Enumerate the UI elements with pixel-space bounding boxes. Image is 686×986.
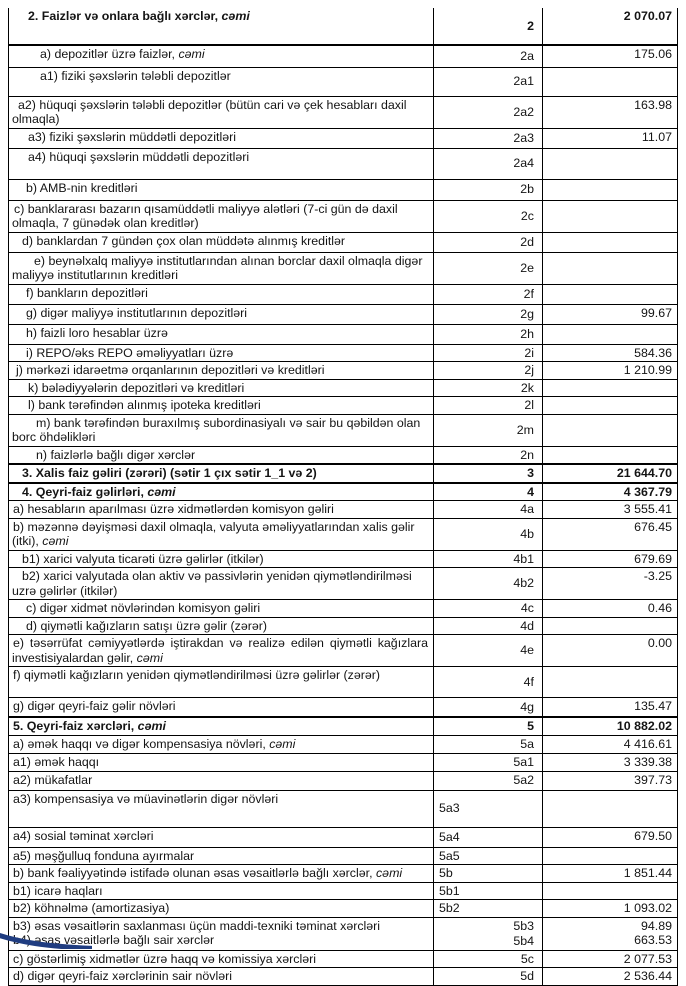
description-text: b) bank fəaliyyətində istifadə olunan əsas vəsaitlərlə bağlı xərclər, cəmi [13,866,403,880]
row-value [543,67,678,96]
code-text: 2a1 [513,74,534,89]
row-code [434,600,543,618]
code-text: 2 [527,18,534,33]
row-description [9,950,434,968]
description-text: g) digər maliyyə institutlarının depozitləri [26,305,248,320]
row-description [9,771,434,790]
row-value [543,635,678,667]
value-text: 2 077.53 [623,951,672,966]
row-code [434,882,543,900]
value-text: 4 416.61 [623,737,672,751]
table-row [9,200,678,232]
row-code [434,284,543,304]
row-value [543,8,678,45]
row-description [9,667,434,698]
value-text: 11.07 [641,129,672,144]
row-description [9,414,434,446]
code-text: 2a [520,49,534,63]
value-text: 3 555.41 [623,502,672,516]
table-row [9,362,678,380]
row-description [9,518,434,550]
value-text: 99.67 [640,305,672,320]
row-value [543,414,678,446]
code-text: 2e [520,260,534,275]
code-text: 5b [439,866,453,880]
table-row [9,865,678,883]
table-row [9,518,678,550]
description-text: l) bank tərəfindən alınmış ipoteka kreditləri [28,398,261,412]
value-text: 3 339.38 [623,754,672,769]
row-value [543,950,678,968]
row-code [434,917,543,950]
code-text: 5a5 [439,848,460,863]
table-row [9,148,678,179]
row-code [434,362,543,380]
table-row [9,324,678,344]
table-row [9,96,678,128]
code-text: 5a [520,737,534,751]
value-text: 94.89 [640,918,672,933]
decorative-swoosh [0,933,92,949]
code-text: 4e [520,643,534,658]
row-code [434,771,543,790]
description-text: b) AMB-nin kreditləri [26,180,138,195]
code-text: 4d [520,618,534,633]
code-text: 4 [527,484,534,499]
row-description [9,464,434,483]
swoosh-curve [0,934,92,949]
code-text: 5a4 [439,829,460,844]
row-description [9,790,434,827]
description-text: a2) hüquqi şəxslərin tələbli depozitlər (bütün cari və çek hesabları daxil olmaqla) [12,97,407,126]
table-row [9,950,678,968]
row-description [9,379,434,397]
row-description [9,304,434,324]
row-description [9,344,434,362]
description-text: c) banklararası bazarın qısamüddətli maliyyə alətləri (7-ci gün də daxil olmaqla, 7 günədək olan kreditlər) [12,201,398,230]
code-text: 5b4 [513,933,534,948]
description-text: a4) sosial təminat xərcləri [13,828,154,843]
row-value [543,698,678,717]
table-row [9,8,678,45]
table-row [9,617,678,635]
code-text: 4b1 [513,551,534,566]
description-text: c) göstərlimiş xidmətlər üzrə haqq və komissiya xərcləri [13,951,316,966]
table-row [9,128,678,148]
table-row [9,771,678,790]
row-description [9,148,434,179]
row-value [543,344,678,362]
table-row [9,304,678,324]
table-row [9,790,678,827]
row-value [543,847,678,865]
code-text: 4b2 [513,576,534,591]
row-value [543,252,678,284]
code-text: 2a4 [513,156,534,171]
row-code [434,8,543,45]
row-description [9,362,434,380]
row-value [543,717,678,736]
description-text: a1) əmək haqqı [13,754,100,769]
code-text: 5 [527,719,534,733]
row-code [434,753,543,771]
row-code [434,252,543,284]
row-code [434,865,543,883]
description-text: j) mərkəzi idarəetmə orqanlarının depozitləri və kreditləri [16,363,325,377]
row-code [434,45,543,67]
row-value [543,568,678,600]
description-text: a1) fiziki şəxslərin tələbli depozitlər [40,68,231,83]
code-text: 4f [523,674,534,689]
row-description [9,324,434,344]
value-text: 163.98 [634,97,672,112]
description-text: e) beynəlxalq maliyyə institutlarından alınan borclar daxil olmaqla digər maliyyə institutlarının kreditləri [12,253,423,282]
code-text: 5b2 [439,901,460,915]
row-description [9,882,434,900]
row-code [434,900,543,918]
row-value [543,324,678,344]
table-row [9,179,678,200]
row-code [434,397,543,415]
description-text: h) faizli loro hesablar üzrə [26,325,168,340]
description-text: 4. Qeyri-faiz gəlirləri, cəmi [22,484,176,499]
code-text: 2a3 [513,130,534,145]
row-value [543,790,678,827]
row-description [9,550,434,568]
row-description [9,827,434,847]
table-row [9,827,678,847]
table-body [9,8,678,986]
value-text: 663.53 [634,933,672,947]
row-value [543,900,678,918]
table-row [9,736,678,754]
row-description [9,67,434,96]
row-value [543,304,678,324]
value-text: 0.46 [647,601,672,615]
description-text: b4) əsas vəsaitlərlə bağlı sair xərclər [13,933,215,947]
description-text: d) banklardan 7 gündən çox olan müddətə alınmış kreditlər [22,233,346,248]
value-text: 10 882.02 [616,718,672,733]
row-code [434,67,543,96]
row-description [9,568,434,600]
code-text: 5a3 [439,801,460,816]
value-text: 0.00 [647,636,672,650]
value-text: 676.45 [634,519,672,534]
table-row [9,284,678,304]
code-text: 3 [527,466,534,480]
description-text: a2) mükafatlar [13,772,93,787]
row-value [543,667,678,698]
code-text: 4g [520,699,534,714]
row-description [9,284,434,304]
row-value [543,45,678,67]
code-text: 2c [520,208,534,223]
row-value [543,96,678,128]
code-text: 5d [520,969,534,984]
row-description [9,968,434,986]
description-text: b3) əsas vəsaitlərin saxlanması üçün maddi-texniki təminat xərcləri [13,918,381,933]
description-text: a) depozitlər üzrə faizlər, cəmi [40,47,205,61]
code-text: 2d [520,234,534,249]
table-row [9,446,678,464]
value-text: 584.36 [634,345,672,360]
code-text: 5c [520,951,534,966]
row-description [9,8,434,45]
row-code [434,128,543,148]
row-code [434,635,543,667]
row-description [9,900,434,918]
row-code [434,667,543,698]
row-code [434,736,543,754]
value-text: 135.47 [634,699,672,713]
table-row [9,379,678,397]
row-code [434,414,543,446]
value-text: 4 367.79 [623,484,672,499]
row-code [434,827,543,847]
row-code [434,550,543,568]
table-row [9,344,678,362]
table-row [9,67,678,96]
table-row [9,968,678,986]
row-code [434,304,543,324]
row-description [9,501,434,519]
row-value [543,397,678,415]
row-description [9,96,434,128]
row-value [543,968,678,986]
row-value [543,753,678,771]
table-row [9,667,678,698]
row-description [9,736,434,754]
row-code [434,518,543,550]
value-text: 175.06 [634,47,672,61]
row-code [434,717,543,736]
row-value [543,148,678,179]
code-text: 2n [520,447,534,462]
row-value [543,446,678,464]
row-description [9,232,434,252]
row-value [543,362,678,380]
description-text: i) REPO/əks REPO əməliyyatları üzrə [26,345,234,360]
row-value [543,736,678,754]
row-value [543,518,678,550]
row-code [434,464,543,483]
row-value [543,917,678,950]
row-value [543,600,678,618]
table-row [9,414,678,446]
row-description [9,200,434,232]
description-text: g) digər qeyri-faiz gəlir növləri [13,699,176,713]
row-code [434,483,543,501]
row-code [434,617,543,635]
row-value [543,464,678,483]
row-description [9,753,434,771]
description-text: a5) məşğulluq fonduna ayırmalar [13,848,195,863]
row-code [434,324,543,344]
row-code [434,446,543,464]
description-text: a) əmək haqqı və digər kompensasiya növləri, cəmi [13,737,296,751]
value-text: 397.73 [634,772,672,787]
row-description [9,179,434,200]
row-description [9,397,434,415]
row-description [9,698,434,717]
description-text: b2) köhnəlmə (amortizasiya) [13,901,170,915]
row-description [9,128,434,148]
value-text: 2 070.07 [623,9,672,23]
row-description [9,717,434,736]
description-text: 3. Xalis faiz gəliri (zərəri) (sətir 1 çıx sətir 1_1 və 2) [22,466,317,480]
table-row [9,600,678,618]
code-text: 2j [524,363,534,377]
row-code [434,847,543,865]
row-description [9,600,434,618]
description-text: b1) xarici valyuta ticarəti üzrə gəlirlər (itkilər) [22,551,264,566]
row-value [543,232,678,252]
description-text: c) digər xidmət növlərindən komisyon gəliri [26,601,261,615]
row-code [434,698,543,717]
description-text: b) məzənnə dəyişməsi daxil olmaqla, valyuta əməliyyatlarından xalis gəlir (itki), cəmi [12,519,415,548]
row-description [9,483,434,501]
value-text: 1 851.44 [623,866,672,880]
table-row [9,397,678,415]
row-value [543,200,678,232]
code-text: 2f [523,286,534,301]
code-text: 2g [520,306,534,321]
row-code [434,950,543,968]
description-text: a4) hüquqi şəxslərin müddətli depozitləri [28,149,250,164]
row-value [543,501,678,519]
description-text: b1) icarə haqları [13,883,103,898]
row-code [434,179,543,200]
row-code [434,96,543,128]
table-row [9,483,678,501]
code-text: 2k [520,380,534,395]
financial-expenses-table [8,8,678,986]
row-value [543,550,678,568]
row-value [543,284,678,304]
code-text: 5b1 [439,883,460,898]
description-text: n) faizlərlə bağlı digər xərclər [36,447,196,462]
row-code [434,148,543,179]
description-text: d) digər qeyri-faiz xərclərinin sair növləri [13,969,232,983]
row-value [543,617,678,635]
row-description [9,617,434,635]
description-text: 5. Qeyri-faiz xərcləri, cəmi [13,718,166,733]
code-text: 4c [520,601,534,615]
table-row [9,45,678,67]
table-row [9,882,678,900]
value-text: 679.50 [634,828,672,843]
description-text: d) qiymətli kağızların satışı üzrə gəlir (zərər) [26,618,268,633]
row-code [434,501,543,519]
code-text: 2b [520,182,534,197]
description-text: a3) kompensasiya və müavinətlərin digər növləri [13,791,279,806]
description-text: a3) fiziki şəxslərin müddətli depozitləri [28,129,236,144]
description-text: 2. Faizlər və onlara bağlı xərclər, cəmi [28,9,250,23]
description-text: k) bələdiyyələrin depozitləri və kreditləri [28,380,245,395]
row-code [434,379,543,397]
value-text: 1 093.02 [623,901,672,915]
code-text: 2a2 [513,104,534,119]
table-row [9,550,678,568]
code-text: 2i [524,345,534,360]
table-row [9,717,678,736]
row-code [434,968,543,986]
table-row [9,900,678,918]
code-text: 4a [520,502,534,516]
row-code [434,568,543,600]
row-value [543,771,678,790]
code-text: 5b3 [513,919,534,933]
description-text: e) təsərrüfat cəmiyyətlərdə iştirakdan və realizə edilən qiymətli kağızlara investisiyalardan gəlir, cəmi [12,636,428,665]
table-row [9,252,678,284]
row-value [543,827,678,847]
value-text: 2 536.44 [623,969,672,983]
description-text: b2) xarici valyutada olan aktiv və passivlərin yenidən qiymətləndirilməsi uzrə gəlirlər (itkilər) [12,569,412,598]
row-description [9,847,434,865]
description-text: a) hesabların aparılması üzrə xidmətlərdən komisyon gəliri [13,502,334,516]
row-description [9,635,434,667]
row-value [543,128,678,148]
row-code [434,790,543,827]
table-row [9,698,678,717]
code-text: 2m [516,422,534,437]
table-row [9,635,678,667]
value-text: -3.25 [643,569,672,583]
description-text: m) bank tərəfindən buraxılmış subordinasiyalı və sair bu qəbildən olan borc öhdəlikləri [12,415,421,444]
description-text: f) bankların depozitləri [26,285,148,300]
table-row [9,847,678,865]
row-code [434,200,543,232]
code-text: 4b [520,526,534,541]
code-text: 2h [520,326,534,341]
table-row [9,501,678,519]
row-value [543,882,678,900]
row-value [543,865,678,883]
row-value [543,483,678,501]
code-text: 5a1 [513,754,534,769]
value-text: 679.69 [634,551,672,566]
row-description [9,252,434,284]
table-row [9,568,678,600]
row-description [9,446,434,464]
code-text: 2l [524,398,534,412]
row-code [434,344,543,362]
table-row [9,232,678,252]
table-row [9,753,678,771]
value-text: 21 644.70 [616,466,672,480]
table-row [9,917,678,950]
row-description [9,45,434,67]
description-text: f) qiymətli kağızların yenidən qiymətləndirilməsi üzrə gəlirlər (zərər) [13,668,381,682]
value-text: 1 210.99 [623,363,672,377]
row-description [9,865,434,883]
row-value [543,379,678,397]
row-code [434,232,543,252]
row-value [543,179,678,200]
table-row [9,464,678,483]
code-text: 5a2 [513,773,534,788]
